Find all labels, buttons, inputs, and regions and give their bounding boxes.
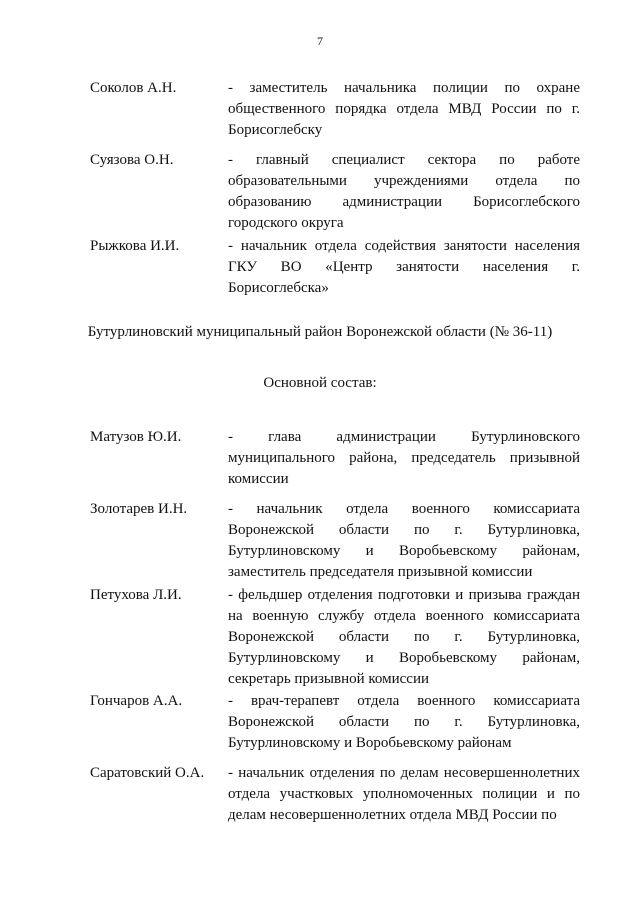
member-role: - начальник отделения по делам несовершеннолетних отдела участковых уполномоченных полиции и по делам несовершеннолетних отдела МВД России по bbox=[228, 765, 580, 823]
member-role: - начальник отдела содействия занятости населения ГКУ ВО «Центр занятости населения г. Борисоглебска» bbox=[228, 238, 580, 296]
member-name: Соколов А.Н. bbox=[90, 80, 177, 96]
member-name: Гончаров А.А. bbox=[90, 693, 183, 709]
composition-heading: Основной состав: bbox=[263, 375, 377, 391]
member-name: Петухова Л.И. bbox=[90, 587, 182, 603]
member-role: - начальник отдела военного комиссариата Воронежской области по г. Бутурлиновка, Бутурлиновскому и Воробьевскому районам, заместитель председателя призывной комиссии bbox=[228, 501, 580, 580]
member-name: Саратовский О.А. bbox=[90, 765, 205, 781]
member-role: - заместитель начальника полиции по охране общественного порядка отдела МВД России по г. Борисоглебску bbox=[228, 80, 580, 138]
member-name: Золотарев И.Н. bbox=[90, 501, 188, 517]
district-heading: Бутурлиновский муниципальный район Воронежской области (№ 36-11) bbox=[87, 324, 553, 340]
member-role: - глава администрации Бутурлиновского муниципального района, председатель призывной комиссии bbox=[228, 429, 580, 487]
member-role: - врач-терапевт отдела военного комиссариата Воронежской области по г. Бутурлиновка, Бутурлиновскому и Воробьевскому районам bbox=[228, 693, 580, 751]
member-role: - фельдшер отделения подготовки и призыва граждан на военную службу отдела военного комиссариата Воронежской области по г. Бутурлиновка, Бутурлиновскому и Воробьевскому районам, секретарь призывной комиссии bbox=[228, 587, 580, 687]
page-number: 7 bbox=[317, 34, 323, 48]
member-name: Рыжкова И.И. bbox=[90, 238, 180, 254]
member-name: Суязова О.Н. bbox=[90, 152, 174, 168]
member-name: Матузов Ю.И. bbox=[90, 429, 182, 445]
member-role: - главный специалист сектора по работе образовательными учреждениями отдела по образованию администрации Борисоглебского городского округа bbox=[228, 152, 580, 231]
